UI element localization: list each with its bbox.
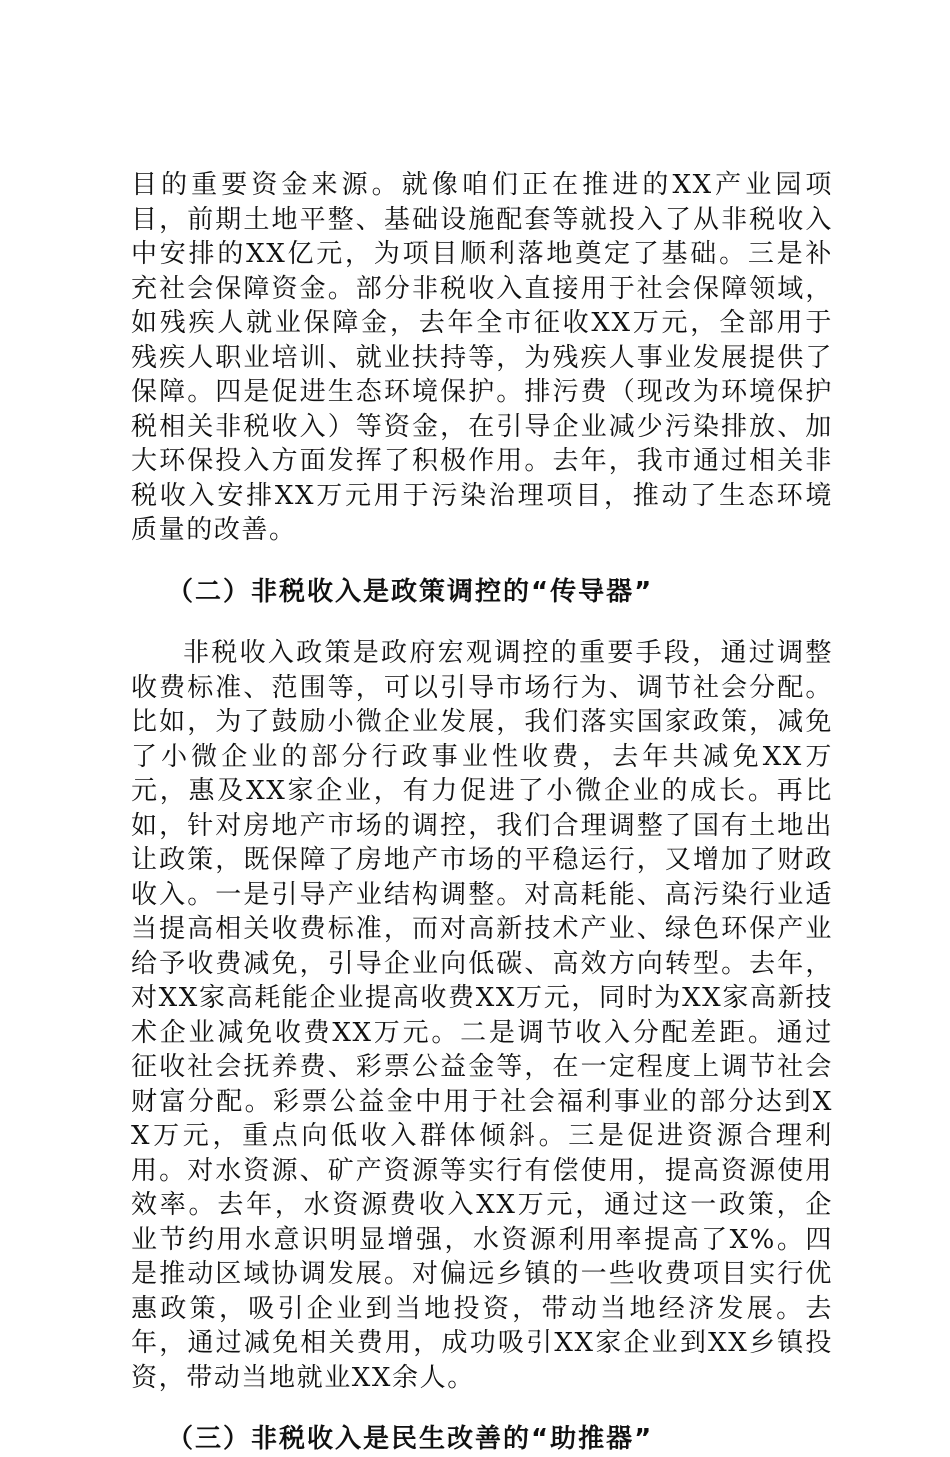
document-body [131,168,833,1457]
paragraph-continuation: 目的重要资金来源。就像咱们正在推进的XX产业园项目，前期土地平整、基础设施配套等就投入了从非税收入中安排的XX亿元，为项目顺利落地奠定了基础。三是补充社会保障资金。部分非税收入直接用于社会保障领域，如残疾人就业保障金，去年全市征收XX万元，全部用于残疾人职业培训、就业扶持等，为残疾人事业发展提供了保障。四是促进生态环境保护。排污费（现改为环境保护税相关非税收入）等资金，在引导企业减少污染排放、加大环保投入方面发挥了积极作用。去年，我市通过相关非税收入安排XX万元用于污染治理项目，推动了生态环境质量的改善。 [131,170,833,545]
section-heading-3: （三）非税收入是民生改善的“助推器” [167,1424,654,1454]
paragraph-policy-regulation: 非税收入政策是政府宏观调控的重要手段，通过调整收费标准、范围等，可以引导市场行为、调节社会分配。比如，为了鼓励小微企业发展，我们落实国家政策，减免了小微企业的部分行政事业性收费，去年共减免XX万元，惠及XX家企业，有力促进了小微企业的成长。再比如，针对房地产市场的调控，我们合理调整了国有土地出让政策，既保障了房地产市场的平稳运行，又增加了财政收入。一是引导产业结构调整。对高耗能、高污染行业适当提高相关收费标准，而对高新技术产业、绿色环保产业给予收费减免，引导企业向低碳、高效方向转型。去年，对XX家高耗能企业提高收费XX万元，同时为XX家高新技术企业减免收费XX万元。二是调节收入分配差距。通过征收社会抚养费、彩票公益金等，在一定程度上调节社会财富分配。彩票公益金中用于社会福利事业的部分达到XX万元，重点向低收入群体倾斜。三是促进资源合理利用。对水资源、矿产资源等实行有偿使用，提高资源使用效率。去年，水资源费收入XX万元，通过这一政策，企业节约用水意识明显增强，水资源利用率提高了X%。四是推动区域协调发展。对偏远乡镇的一些收费项目实行优惠政策，吸引企业到当地投资，带动当地经济发展。去年，通过减免相关费用，成功吸引XX家企业到XX乡镇投资，带动当地就业XX余人。 [131,638,833,1393]
section-heading-2: （二）非税收入是政策调控的“传导器” [167,576,654,607]
